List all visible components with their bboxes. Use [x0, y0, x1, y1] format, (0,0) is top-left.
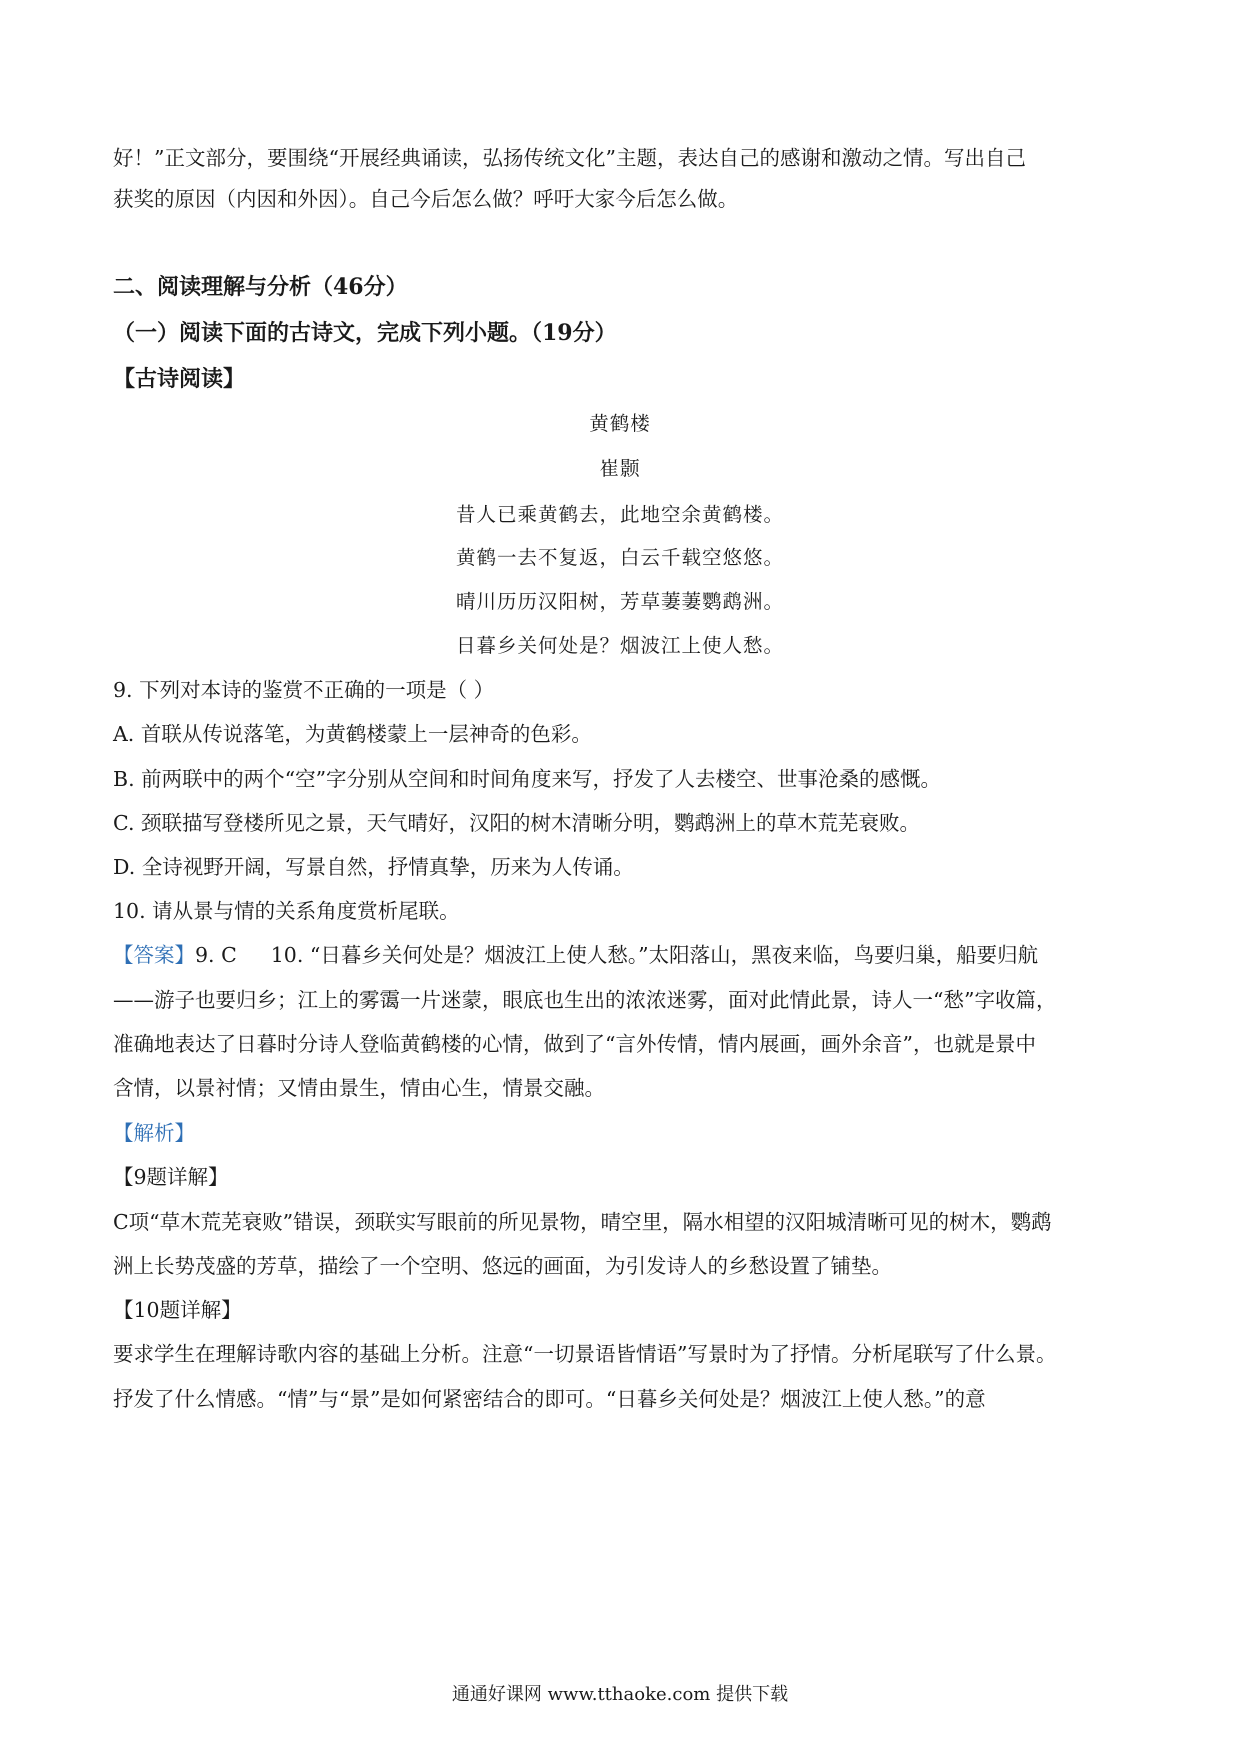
answer-line-3: 准确地表达了日暮时分诗人登临黄鹤楼的心情，做到了“言外传情，情内展画，画外余音”，也就是景中 — [113, 1032, 1036, 1056]
question-9-stem: 9. 下列对本诗的鉴赏不正确的一项是（ ） — [113, 678, 495, 702]
question-9-option-b: B. 前两联中的两个“空”字分别从空间和时间角度来写，抒发了人去楼空、世事沧桑的感慨。 — [113, 767, 942, 791]
poem-label: 【古诗阅读】 — [113, 366, 246, 392]
q9-detail-label: 【9题详解】 — [113, 1165, 229, 1189]
intro-line-2: 获奖的原因（内因和外因）。自己今后怎么做？呼吁大家今后怎么做。 — [113, 187, 739, 211]
question-9-option-a: A. 首联从传说落笔，为黄鹤楼蒙上一层神奇的色彩。 — [113, 722, 592, 746]
q10-detail-label: 【10题详解】 — [113, 1298, 242, 1322]
poem-title: 黄鹤楼 — [589, 412, 651, 435]
intro-line-1: 好！”正文部分，要围绕“开展经典诵读，弘扬传统文化”主题，表达自己的感谢和激动之情。写出自己 — [113, 146, 1026, 170]
q10-detail-line-1: 要求学生在理解诗歌内容的基础上分析。注意“一切景语皆情语”写景时为了抒情。分析尾联写了什么景。 — [113, 1342, 1057, 1366]
q9-detail-line-2: 洲上长势茂盛的芳草，描绘了一个空明、悠远的画面，为引发诗人的乡愁设置了铺垫。 — [113, 1254, 892, 1278]
poem-line: 黄鹤一去不复返，白云千载空悠悠。 — [455, 546, 784, 569]
q10-detail-line-2: 抒发了什么情感。“情”与“景”是如何紧密结合的即可。“日暮乡关何处是？烟波江上使人愁。”的意 — [113, 1387, 986, 1411]
answer-line-4: 含情，以景衬情；又情由景生，情由心生，情景交融。 — [113, 1076, 605, 1100]
poem-line: 晴川历历汉阳树，芳草萋萋鹦鹉洲。 — [455, 590, 784, 613]
poem-line: 昔人已乘黄鹤去，此地空余黄鹤楼。 — [455, 503, 784, 526]
analysis-label: 【解析】 — [113, 1121, 195, 1145]
section-title: 二、阅读理解与分析（46分） — [113, 274, 408, 300]
poem-line: 日暮乡关何处是？烟波江上使人愁。 — [455, 634, 784, 657]
question-10-stem: 10. 请从景与情的关系角度赏析尾联。 — [113, 899, 460, 923]
q9-detail-line-1: C项“草木荒芜衰败”错误，颈联实写眼前的所见景物，晴空里，隔水相望的汉阳城清晰可见的树木，鹦鹉 — [113, 1210, 1052, 1234]
answer-line-1 — [113, 940, 1131, 970]
answer-q10-start: 10. “日暮乡关何处是？烟波江上使人愁。”太阳落山，黑夜来临，鸟要归巢，船要归航 — [270, 943, 1039, 967]
answer-label: 【答案】 — [113, 943, 195, 967]
answer-q9: 9. C — [195, 943, 237, 967]
page-footer: 通通好课网 www.tthaoke.com 提供下载 — [451, 1684, 789, 1705]
question-9-option-c: C. 颈联描写登楼所见之景，天气晴好，汉阳的树木清晰分明，鹦鹉洲上的草木荒芜衰败。 — [113, 811, 920, 835]
question-9-option-d: D. 全诗视野开阔，写景自然，抒情真挚，历来为人传诵。 — [113, 855, 634, 879]
subsection-title: （一）阅读下面的古诗文，完成下列小题。（19分） — [113, 320, 617, 346]
poem-author: 崔颢 — [599, 457, 641, 480]
answer-line-2: ——游子也要归乡；江上的雾霭一片迷蒙，眼底也生出的浓浓迷雾，面对此情此景，诗人一“愁”字收篇， — [113, 988, 1057, 1012]
